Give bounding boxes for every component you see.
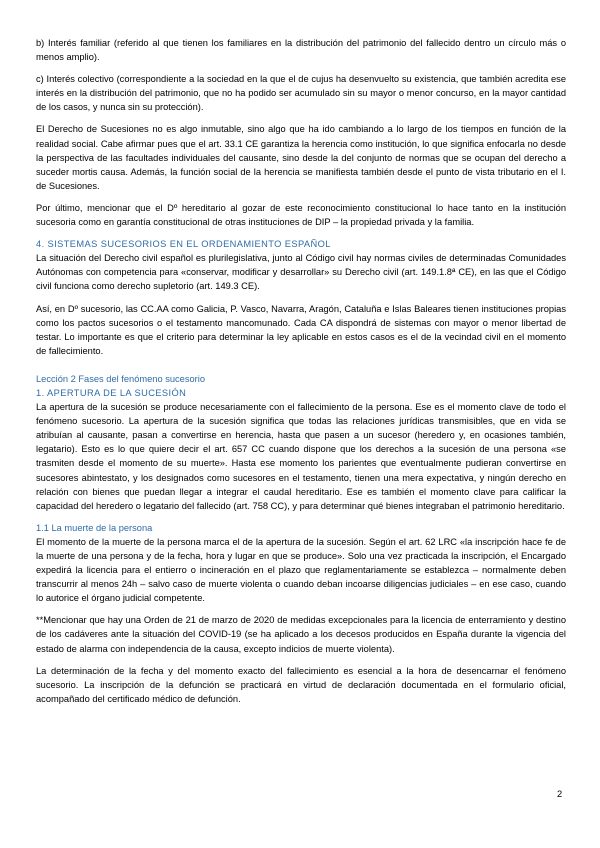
paragraph-situacion-derecho-civil: La situación del Derecho civil español es plurilegislativa, junto al Código civil hay normas civiles de determinadas Comunidades Autónomas con competencia para «conservar, modificar y desarrollar» su Derecho civil (art. 149.1.8ª CE), en las que el Código civil funciona como derecho supletorio (art. 149.3 CE). <box>36 253 566 292</box>
heading-muerte-persona: 1.1 La muerte de la persona <box>36 522 153 533</box>
page-number: 2 <box>557 789 563 799</box>
paragraph-muerte-persona: El momento de la muerte de la persona marca el de la apertura de la sucesión. Según el art. 62 LRC «la inscripción hace fe de la muerte de una persona y de la fecha, hora y lugar en que se produce». Solo una vez practicada la inscripción, el Encargado expedirá la licencia para el entierro o incineración en el plazo que reglamentariamente se establezca – normalmente deben transcurrir al menos 24h – salvo caso de muerte violenta o cuando deban incoarse diligencias judiciales – en ese caso, cuando lo autorice el órgano judicial competente. <box>36 536 566 604</box>
paragraph-covid-note: **Mencionar que hay una Orden de 21 de marzo de 2020 de medidas excepcionales para la licencia de enterramiento y destino de los cadáveres ante la situación del COVID-19 (se ha aplicado a los decesos producidos en España durante la vigencia del estado de alarma con independencia de la causa, excepto indicios de muerte violenta). <box>36 615 566 654</box>
paragraph-apertura-sucesion: La apertura de la sucesión se produce necesariamente con el fallecimiento de la persona. Ese es el momento clave de todo el fenómeno sucesorio. La apertura de la sucesión significa que todas las relaciones jurídicas transmisibles, que en vida se atribuían al causante, pasan a convertirse en herencia, hasta que pasen a un sucesor (heredero y, en ocasiones también, legatario). Esto es lo que quiere decir el art. 657 CC cuando dispone que los derechos a la sucesión de una persona «se trasmiten desde el momento de su muerte». Hasta ese momento los parientes que eventualmente pudieran convertirse en sucesores abintestato, y los designados como sucesores en el testamento, tienen una mera expectativa, y ningún derecho en relación con bienes que puedan llegar a integrar el caudal hereditario. Ese es también el momento clave para calificar la capacidad del heredero o legatario del fallecido (art. 758 CC), y para determinar qué bienes integraban el patrimonio hereditario. <box>36 402 566 511</box>
paragraph-derecho-sucesiones: El Derecho de Sucesiones no es algo inmutable, sino algo que ha ido cambiando a lo largo de los tiempos en función de la realidad social. Cabe afirmar pues que el art. 33.1 CE garantiza la herencia como institución, lo que significa enfocarla no desde la perspectiva de las facultades individuales del causante, sino desde la del conjunto de normas que se ocupan del derecho a suceder mortis causa. Además, la función social de la herencia se manifiesta también desde el punto de vista tributario en el I. de Sucesiones. <box>36 124 566 191</box>
heading-apertura-sucesion: 1. APERTURA DE LA SUCESIÓN <box>36 387 187 398</box>
paragraph-interes-familiar: b) Interés familiar (referido al que tienen los familiares en la distribución del patrimonio del fallecido dentro un círculo más o menos amplio). <box>36 38 566 63</box>
heading-sistemas-sucesorios: 4. SISTEMAS SUCESORIOS EN EL ORDENAMIENTO ESPAÑOL <box>36 239 331 250</box>
paragraph-interes-colectivo: c) Interés colectivo (correspondiente a la sociedad en la que el de cujus ha desenvuelto su existencia, que también acredita ese interés en la distribución del patrimonio, que no ha podido ser acumulado sin su mayor o menor concurso, en la mayor cantidad de los casos, y nunca sin su protección). <box>36 74 566 113</box>
page-content <box>36 36 566 714</box>
paragraph-por-ultimo: Por último, mencionar que el Dº hereditario al gozar de este reconocimiento constitucional lo hace tanto en la institución sucesoria como en garantía constitucional de otras instituciones de DIP – la propiedad privada y la familia. <box>36 202 566 228</box>
paragraph-ccaa: Así, en Dº sucesorio, las CC.AA como Galicia, P. Vasco, Navarra, Aragón, Cataluña e Islas Baleares tienen instituciones propias como los pactos sucesorios o el testamento mancomunado. Cada CA dispondrá de sistemas con mayor o menor libertad de testar. Lo importante es que el criterio para determinar la ley aplicable en estos casos es el de la vecindad civil en el momento de fallecimiento. <box>36 303 566 356</box>
heading-leccion-2: Lección 2 Fases del fenómeno sucesorio <box>36 373 205 384</box>
paragraph-determinacion-fecha: La determinación de la fecha y del momento exacto del fallecimiento es esencial a la hora de desencarnar el fenómeno sucesorio. La inscripción de la defunción se practicará en virtud de declaración documentada en el formulario oficial, acompañado del certificado médico de defunción. <box>36 665 566 704</box>
